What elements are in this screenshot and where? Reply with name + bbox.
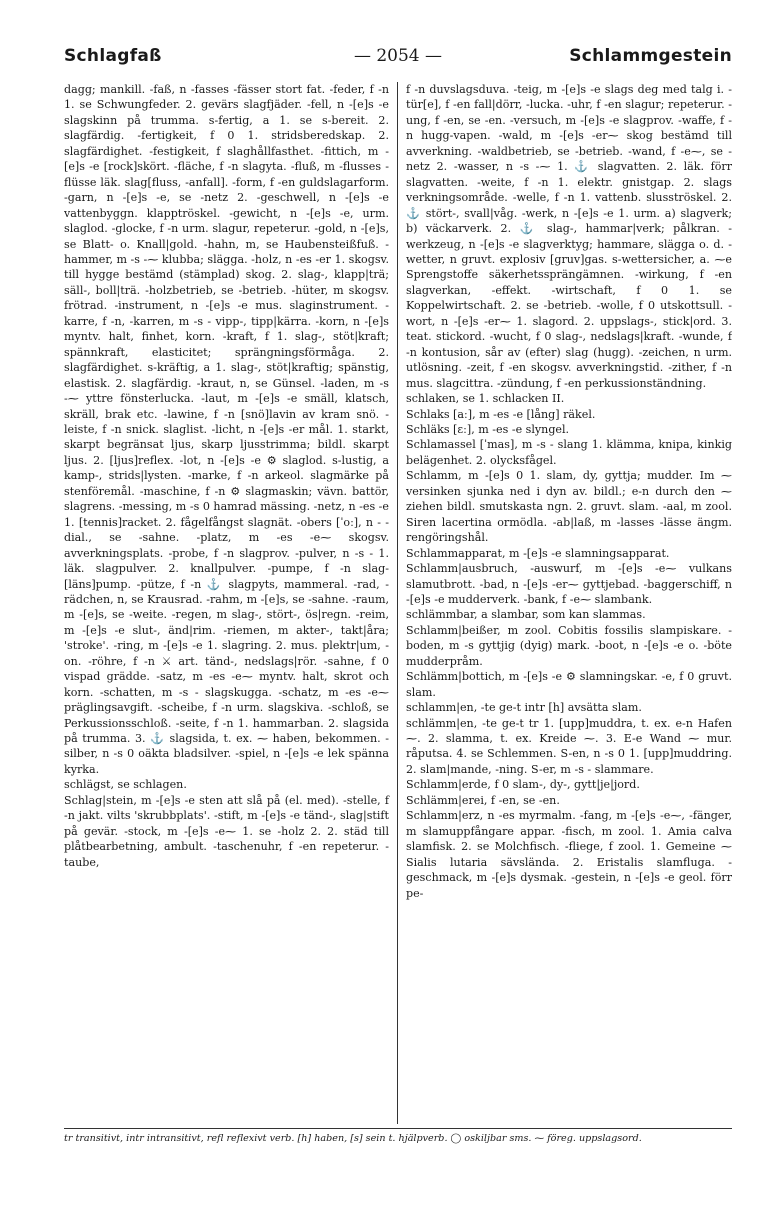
right-column [398,82,732,1124]
dictionary-entry: Schlamm, m -[e]s 0 1. slam, dy, gyttja; mudder. Im ⁓ versinken sjunka ned i dyn av. bildl.; e-n durch den ⁓ ziehen bildl. smutskasta ngn. 2. gruvt. slam. -aal, m zool. Siren lacertina ormödla. -ab|laß, m -lasses -lässe ängm. rengöringshål. [406,469,732,545]
running-head-left: Schlagfaß [64,46,162,66]
dictionary-entry: Schlämm|bottich, m -[e]s -e ⚙ slamningskar. -e, f 0 gruvt. slam. [406,670,732,699]
dictionary-entry: dagg; mankill. -faß, n -fasses -fässer stort fat. -feder, f -n 1. se Schwungfeder. 2. gevärs slagfjäder. -fell, n -[e]s -e slagskinn på trumma. s-fertig, a 1. se s-bereit. 2. slagfärdig. -fertigkeit, f 0 1. stridsberedskap. 2. slagfärdighet. -festigkeit, f slaghållfasthet. -fittich, m -[e]s -e [rock]skört. -fläche, f -n slagyta. -fluß, m -flusses -flüsse läk. slag[fluss, -anfall]. -form, f -en guldslagarform. -garn, n -[e]s -e, se -netz 2. -geschwell, n -[e]s -e vattenbyggn. klapptröskel. -gewicht, n -[e]s -e, urm. slaglod. -glocke, f -n urm. slagur, repeterur. -gold, n -[e]s, se Blatt- o. Knall|gold. -hahn, m, se Haubensteißfuß. -hammer, m -s -⁓ klubba; slägga. -holz, n -es -er 1. skogsv. till hygge bestämd (stämplad) skog. 2. slag-, klapp|trä; säll-, boll|trä. -holzbetrieb, se -betrieb. -hüter, m skogsv. frötrad. -instrument, n -[e]s -e mus. slaginstrument. -karre, f -n, -karren, m -s - vipp-, tipp|kärra. -korn, n -[e]s myntv. halt, finhet, korn. -kraft, f 1. slag-, stöt|kraft; spännkraft, elasticitet; sprängningsförmåga. 2. slagfärdighet. s-kräftig, a 1. slag-, stöt|kraftig; spänstig, elastisk. 2. slagfärdig. -kraut, n, se Günsel. -laden, m -s -⁓ yttre fönsterlucka. -laut, m -[e]s -e smäll, klatsch, skräll, brak etc. -lawine, f -n [snö]lavin av kram snö. -leiste, f -n snick. slaglist. -licht, n -[e]s -er mål. 1. starkt, skarpt begränsat ljus, skarp ljusstrimma; bildl. skarpt ljus. 2. [ljus]reflex. -lot, n -[e]s -e ⚙ slaglod. s-lustig, a kamp-, strids|lysten. -marke, f -n arkeol. slagmärke på stenföremål. -maschine, f -n ⚙ slagmaskin; vävn. battör, slagrens. -messing, m -s 0 hamrad mässing. -netz, n -es -e 1. [tennis]racket. 2. fågelfångst slagnät. -obers [ˈoː], n - - dial., se -sahne. -platz, m -es -e⁓ skogsv. avverkningsplats. -probe, f -n slagprov. -pulver, n -s - 1. läk. slagpulver. 2. knallpulver. -pumpe, f -n slag-[läns]pump. -pütze, f -n ⚓ slagpyts, mammeral. -rad, -rädchen, n, se Krausrad. -rahm, m -[e]s, se -sahne. -raum, m -[e]s, se -weite. -regen, m slag-, stört-, ös|regn. -reim, m -[e]s -e slut-, änd|rim. -riemen, m akter-, takt|åra; 'stroke'. -ring, m -[e]s -e 1. slagring. 2. mus. plektr|um, -on. -röhre, f -n ⚔ art. tänd-, nedslags|rör. -sahne, f 0 vispad grädde. -satz, m -es -e⁓ myntv. halt, skrot och korn. -schatten, m -s - slagskugga. -schatz, m -es -e⁓ präglingsavgift. -scheibe, f -n urm. slagskiva. -schloß, se Perkussionsschloß. -seite, f -n 1. hammarban. 2. slagsida på trumma. 3. ⚓ slagsida, t. ex. ⁓ haben, bekommen. -silber, n -s 0 oäkta bladsilver. -spiel, n -[e]s -e lek spänna kyrka. [64,83,389,776]
dictionary-entry: Schläks [ɛː], m -es -e slyngel. [406,422,570,436]
dictionary-entry: Schlag|stein, m -[e]s -e sten att slå på (el. med). -stelle, f -n jakt. vilts 'skrubbplats'. -stift, m -[e]s -e tänd-, slag|stift på gevär. -stock, m -[e]s -e⁓ 1. se -holz 2. 2. städ till plåtbearbetning, ambult. -taschenuhr, f -en repeterur. -taube, [64,793,389,869]
dictionary-entry: schlamm|en, -te ge-t intr [h] avsätta slam. [406,701,642,715]
dictionary-entry: Schlammapparat, m -[e]s -e slamningsapparat. [406,546,670,560]
dictionary-entry: Schlamm|beißer, m zool. Cobitis fossilis slampiskare. -boden, m -s gyttjig (dyig) mark. -boot, n -[e]s -e o. -böte mudderpråm. [406,623,732,668]
dictionary-entry: Schlamm|erde, f 0 slam-, dy-, gytt|je|jord. [406,778,640,792]
dictionary-entry: f -n duvslagsduva. -teig, m -[e]s -e slags deg med talg i. -tür[e], f -en fall|dörr, -lucka. -uhr, f -en slagur; repeterur. -ung, f -en, se -en. -versuch, m -[e]s -e slagprov. -waffe, f -n hugg-vapen. -wald, m -[e]s -er⁓ skog bestämd till avverkning. -waldbetrieb, se -betrieb. -wand, f -e⁓, se -netz 2. -wasser, n -s -⁓ 1. ⚓ slagvatten. 2. läk. förr slagvatten. -weite, f -n 1. elektr. gnistgap. 2. slags verkningsområde. -welle, f -n 1. vattenb. slusströskel. 2. ⚓ stört-, svall|våg. -werk, n -[e]s -e 1. urm. a) slagverk; b) väckarverk. 2. ⚓ slag-, hammar|verk; pålkran. -werkzeug, n -[e]s -e slagverktyg; hammare, slägga o. d. -wetter, n gruvt. explosiv [gruv]gas. s-wettersicher, a. ⁓e Sprengstoffe säkerhetssprängämnen. -wirkung, f -en slagverkan, -effekt. -wirtschaft, f 0 1. se Koppelwirtschaft. 2. se -betrieb. -wolle, f 0 utskottsull. -wort, n -[e]s -er⁓ 1. slagord. 2. uppslags-, stick|ord. 3. teat. stickord. -wucht, f 0 slag-, nedslags|kraft. -wunde, f -n kontusion, sår av (efter) slag (hugg). -zeichen, n urm. utlösning. -zeit, f -en skogsv. avverkningstid. -zither, f -n mus. slagcittra. -zündung, f -en perkussionständning. [406,83,732,390]
abbreviation-footer: tr transitivt, intr intransitivt, refl reflexivt verb. [h] haben, [s] sein t. hjälpverb. ◯ oskiljbar sms. ⁓ föreg. uppslagsord. [64,1128,732,1145]
dictionary-columns [64,82,732,1124]
left-column [64,82,398,1124]
dictionary-entry: Schlämm|erei, f -en, se -en. [406,793,560,807]
dictionary-entry: Schlamassel [ˈmas], m -s - slang 1. klämma, knipa, kinkig belägenhet. 2. olycksfågel. [406,438,732,467]
dictionary-entry: Schlamm|erz, n -es myrmalm. -fang, m -[e]s -e⁓, -fänger, m slamuppfångare appar. -fisch, m zool. 1. Amia calva slamfisk. 2. se Molchfisch. -fliege, f zool. 1. Gemeine ⁓ Sialis lutaria sävslända. 2. Eristalis slamfluga. -geschmack, m -[e]s dysmak. -gestein, n -[e]s -e geol. förr pe- [406,809,732,900]
dictionary-entry: schlägst, se schlagen. [64,778,187,792]
dictionary-entry: schlämm|en, -te ge-t tr 1. [upp]muddra, t. ex. e-n Hafen ⁓. 2. slamma, t. ex. Kreide ⁓. 3. E-e Wand ⁓ mur. råputsa. 4. se Schlemmen. S-en, n -s 0 1. [upp]muddring. 2. slam|mande, -ning. S-er, m -s - slammare. [406,716,732,776]
page-header [64,46,732,72]
dictionary-entry: schlaken, se 1. schlacken II. [406,392,565,406]
dictionary-entry: Schlamm|ausbruch, -auswurf, m -[e]s -e⁓ vulkans slamutbrott. -bad, n -[e]s -er⁓ gyttjebad. -baggerschiff, n -[e]s -e mudderverk. -bank, f -e⁓ slambank. [406,562,732,606]
page-number: — 2054 — [353,46,443,66]
dictionary-entry: schlämmbar, a slambar, som kan slammas. [406,608,646,622]
dictionary-entry: Schlaks [aː], m -es -e [lång] räkel. [406,407,596,421]
running-head-right: Schlammgestein [569,46,732,66]
